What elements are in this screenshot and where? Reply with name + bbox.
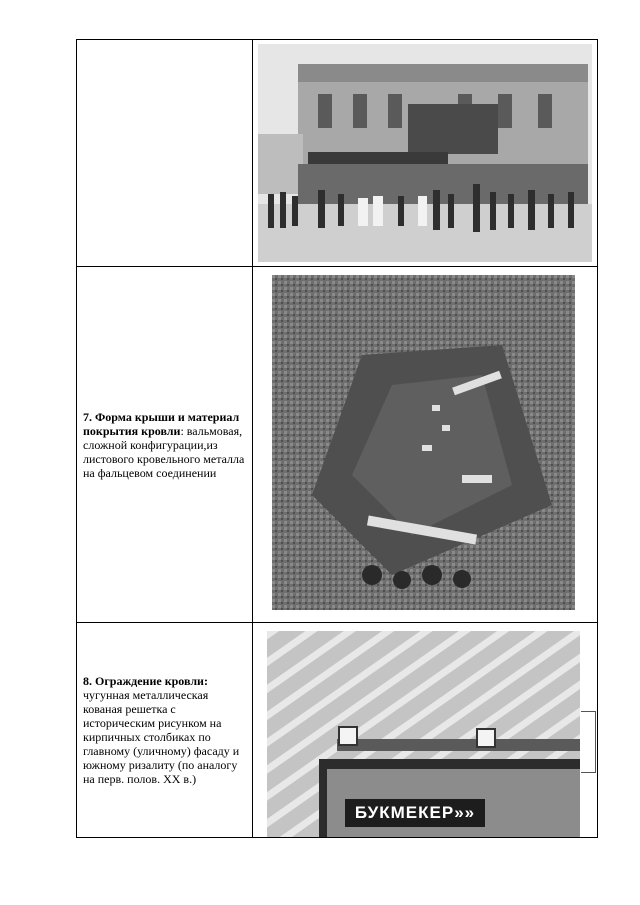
roof-form-label-cell: [77, 267, 253, 623]
table-row: [77, 267, 598, 623]
aerial-roof-photo: [272, 275, 575, 610]
roof-fence-label-cell: [77, 623, 253, 838]
table-row: [77, 623, 598, 838]
roof-fence-title: 8. Ограждение кровли:: [83, 674, 208, 688]
roof-fence-description: [77, 674, 252, 786]
roof-fence-photo: [267, 631, 580, 837]
photo-cell: [253, 267, 598, 623]
margin-bracket: [581, 711, 596, 773]
empty-label-cell: [77, 40, 253, 267]
roof-fence-text: чугунная металлическая кованая решетка с историческим рисунком на кирпичных столбиках по главному (уличному) фасаду и южному ризалиту (по аналогу на перв. полов. XX в.): [83, 688, 240, 786]
roof-form-description: [77, 410, 252, 480]
roof-form-text: : вальмовая, сложной конфигурации,из листового кровельного металла на фальцевом соединении: [83, 423, 245, 480]
document-table: [76, 39, 598, 838]
photo-cell: [253, 40, 598, 267]
table-row: [77, 40, 598, 267]
historical-building-photo: [258, 44, 592, 262]
photo-cell: [253, 623, 598, 838]
roof-form-title: 7. Форма крыши и материал покрытия кровли: [83, 409, 240, 438]
bookmaker-sign: БУКМЕКЕР»»: [345, 799, 485, 827]
